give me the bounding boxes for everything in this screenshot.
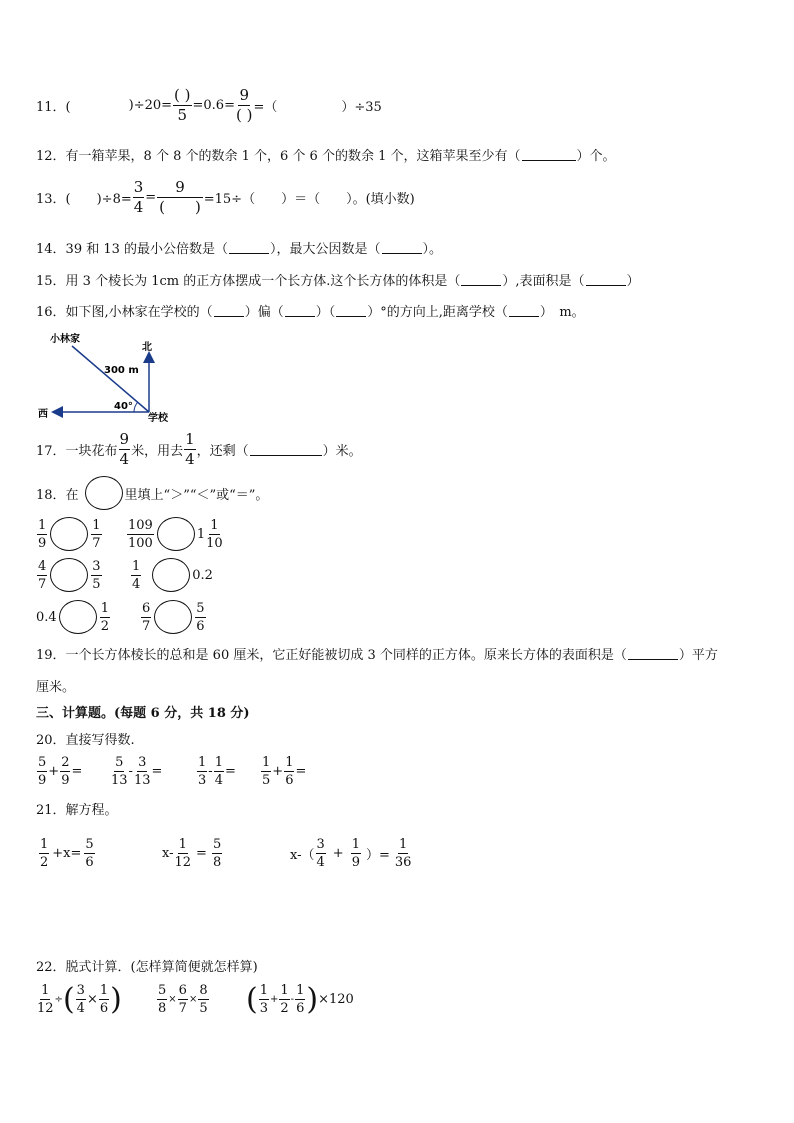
q21-equation-1 xyxy=(38,838,96,869)
operator: = xyxy=(295,764,307,779)
q19-text: ）平方 xyxy=(678,648,718,663)
fraction: $\frac{1}{2}$ xyxy=(100,600,109,634)
whole-number: 1 xyxy=(196,526,206,542)
q18-text: 18．在 xyxy=(36,487,79,503)
compare-item-4 xyxy=(130,558,213,592)
operator: × xyxy=(188,994,198,1005)
q17-text: ）米。 xyxy=(322,444,362,459)
question-11 xyxy=(36,88,382,123)
q21-equation-3 xyxy=(290,838,412,869)
fraction: $\frac{5}{8}$ xyxy=(212,837,222,870)
q16-text: ）（ xyxy=(315,305,336,320)
compare-oval[interactable] xyxy=(157,517,195,551)
decimal-value: 0.4 xyxy=(36,609,57,625)
operator: + xyxy=(270,994,279,1005)
compare-oval[interactable] xyxy=(152,558,190,592)
compare-item-3 xyxy=(36,558,103,592)
answer-blank[interactable] xyxy=(509,304,539,317)
q13-text: 13．( )÷8= xyxy=(36,192,132,207)
fraction: $\frac{3}{13}$ xyxy=(133,755,151,788)
operator: × xyxy=(86,992,98,1007)
fraction: $\frac{9}{4}$ xyxy=(119,430,130,468)
section-3-heading xyxy=(36,702,250,721)
equation-text: ）= xyxy=(365,848,390,863)
operator: + xyxy=(332,846,344,861)
section-title: 三、计算题。(每题 6 分，共 18 分) xyxy=(36,706,250,721)
operator: - xyxy=(208,764,213,779)
fraction: $\frac{( )}{5}$ xyxy=(174,86,191,124)
q15-text: ） xyxy=(626,274,640,289)
q19-text: 厘米。 xyxy=(36,680,76,695)
west-label: 西 xyxy=(38,409,48,420)
fraction: $\frac{9}{( )}$ xyxy=(159,178,201,216)
distance-label: 300 m xyxy=(104,365,139,376)
q17-text: 17．一块花布 xyxy=(36,444,118,459)
fraction: $\frac{6}{7}$ xyxy=(178,983,187,1016)
q20-expr-4 xyxy=(260,756,306,787)
q22-expr-2 xyxy=(156,984,210,1015)
compare-item-5 xyxy=(36,600,111,634)
operator: = xyxy=(151,764,163,779)
equation-text: x-（ xyxy=(290,848,315,863)
answer-blank[interactable] xyxy=(229,241,269,254)
fraction: $\frac{1}{12}$ xyxy=(37,983,54,1016)
fraction: $\frac{1}{6}$ xyxy=(99,983,109,1016)
operator: = xyxy=(224,764,236,779)
right-paren: ) xyxy=(110,981,122,1017)
q13-text: =15÷（ ）＝（ ）。(填小数) xyxy=(203,192,415,207)
angle-label: 40° xyxy=(114,401,133,412)
fraction: $\frac{1}{3}$ xyxy=(198,755,207,788)
question-19 xyxy=(36,644,718,663)
q20-text: 20．直接写得数. xyxy=(36,733,135,748)
fraction: $\frac{2}{9}$ xyxy=(61,755,70,788)
compare-oval[interactable] xyxy=(154,600,192,634)
compare-oval[interactable] xyxy=(50,558,88,592)
q21-equation-2 xyxy=(162,838,223,869)
q14-text: 14．39 和 13 的最小公倍数是（ xyxy=(36,242,229,257)
fraction: $\frac{1}{4}$ xyxy=(132,558,141,592)
compare-item-1 xyxy=(36,517,103,551)
fraction: $\frac{5}{6}$ xyxy=(85,837,94,870)
fraction: $\frac{4}{7}$ xyxy=(38,558,47,592)
fraction: $\frac{1}{36}$ xyxy=(394,837,412,870)
q16-text: ）偏（ xyxy=(244,305,284,320)
q12-text: ）个。 xyxy=(576,149,616,164)
fraction: $\frac{1}{7}$ xyxy=(92,517,101,551)
q11-text: 11．( xyxy=(36,100,71,115)
direction-diagram xyxy=(36,330,196,425)
answer-blank[interactable] xyxy=(336,304,366,317)
q20-expr-1 xyxy=(36,756,82,787)
q14-text: ）。 xyxy=(422,242,443,257)
equation-text: x- xyxy=(162,846,174,861)
question-16 xyxy=(36,301,585,320)
fraction: $\frac{1}{4}$ xyxy=(214,755,223,788)
operator: + xyxy=(272,764,284,779)
question-21-title xyxy=(36,799,118,818)
compare-item-6 xyxy=(140,600,207,634)
q22-text: 22．脱式计算．(怎样算简便就怎样算) xyxy=(36,960,258,975)
q11-text: )÷20= xyxy=(128,98,173,113)
question-18 xyxy=(36,476,268,510)
fraction: $\frac{109}{100}$ xyxy=(128,517,153,551)
right-paren: ) xyxy=(306,981,319,1017)
equation-text: +x= xyxy=(52,846,82,861)
fraction: $\frac{8}{5}$ xyxy=(199,983,208,1016)
fraction: $\frac{5}{13}$ xyxy=(111,755,128,788)
q16-text: 16．如下图,小林家在学校的（ xyxy=(36,305,213,320)
q15-text: ）,表面积是（ xyxy=(502,274,585,289)
question-20-title xyxy=(36,729,135,748)
compare-oval[interactable] xyxy=(59,600,97,634)
fraction: $\frac{1}{9}$ xyxy=(351,837,360,870)
operator: - xyxy=(128,764,133,779)
q17-text: ，还剩（ xyxy=(196,444,249,459)
answer-blank[interactable] xyxy=(628,647,678,660)
question-12 xyxy=(36,145,616,164)
operator: + xyxy=(48,764,60,779)
operator: - xyxy=(290,994,295,1005)
q20-expr-2 xyxy=(110,756,162,787)
q15-text: 15．用 3 个棱长为 1cm 的正方体摆成一个长方体.这个长方体的体积是（ xyxy=(36,274,461,289)
q17-text: 米，用去 xyxy=(131,444,184,459)
fraction: $\frac{9}{( )}$ xyxy=(235,86,253,124)
north-label: 北 xyxy=(142,342,152,353)
fraction: $\frac{3}{4}$ xyxy=(76,983,85,1016)
operator: × xyxy=(168,994,177,1005)
operator: ÷ xyxy=(54,994,63,1005)
q16-text: ） m。 xyxy=(539,305,585,320)
q20-expr-3 xyxy=(196,756,236,787)
answer-blank[interactable] xyxy=(250,443,322,456)
oval-icon xyxy=(85,476,123,510)
fraction: $\frac{1}{3}$ xyxy=(259,983,268,1016)
fraction: $\frac{1}{5}$ xyxy=(262,755,271,788)
equation-text: ×120 xyxy=(318,992,354,1007)
fraction: $\frac{1}{2}$ xyxy=(40,837,49,870)
operator: = xyxy=(71,764,83,779)
q22-expr-3 xyxy=(246,981,354,1017)
home-label: 小林家 xyxy=(50,334,80,345)
q11-text: =0.6= xyxy=(192,98,235,113)
q22-expr-1 xyxy=(36,981,122,1017)
fraction: $\frac{6}{7}$ xyxy=(142,600,151,634)
equation-text: = xyxy=(196,846,207,861)
fraction: $\frac{1}{6}$ xyxy=(296,983,305,1016)
answer-blank[interactable] xyxy=(382,241,422,254)
q16-text: ）°的方向上,距离学校（ xyxy=(367,305,508,320)
q14-text: ），最大公因数是（ xyxy=(270,242,381,257)
question-15 xyxy=(36,270,640,289)
question-14 xyxy=(36,238,442,257)
q12-text: 12．有一箱苹果，8 个 8 个的数余 1 个，6 个 6 个的数余 1 个，这箱苹果至少有（ xyxy=(36,149,521,164)
fraction: $\frac{1}{12}$ xyxy=(174,837,192,870)
fraction: $\frac{5}{8}$ xyxy=(158,983,167,1016)
q21-text: 21．解方程。 xyxy=(36,803,118,818)
fraction: $\frac{3}{4}$ xyxy=(316,837,325,870)
q19-text: 19．一个长方体棱长的总和是 60 厘米，它正好能被切成 3 个同样的正方体。原来长方体的表面积是（ xyxy=(36,648,627,663)
decimal-value: 0.2 xyxy=(192,567,213,583)
fraction: $\frac{5}{6}$ xyxy=(196,600,205,634)
answer-blank[interactable] xyxy=(214,304,244,317)
left-paren: ( xyxy=(62,981,75,1017)
left-paren: ( xyxy=(246,981,258,1017)
answer-blank[interactable] xyxy=(285,304,315,317)
question-19-cont xyxy=(36,676,75,695)
fraction: $\frac{1}{9}$ xyxy=(38,517,47,551)
q18-text: 里填上“＞”“＜”或“＝”。 xyxy=(124,487,269,503)
compare-oval[interactable] xyxy=(50,517,88,551)
fraction: $\frac{5}{9}$ xyxy=(38,755,47,788)
answer-blank[interactable] xyxy=(522,148,576,161)
fraction: $\frac{3}{5}$ xyxy=(92,558,101,592)
question-22-title xyxy=(36,956,258,975)
fraction: $\frac{1}{6}$ xyxy=(285,755,294,788)
fraction: $\frac{1}{10}$ xyxy=(206,517,223,551)
answer-blank[interactable] xyxy=(586,273,626,286)
q11-text: ）÷35 xyxy=(341,100,382,115)
answer-blank[interactable] xyxy=(461,273,501,286)
question-17 xyxy=(36,432,362,467)
compare-item-2 xyxy=(126,517,224,551)
question-13 xyxy=(36,180,415,215)
q13-text: = xyxy=(145,190,157,205)
school-label: 学校 xyxy=(148,413,168,424)
fraction: $\frac{3}{4}$ xyxy=(133,178,144,216)
route-line xyxy=(72,346,149,412)
q11-text: =（ xyxy=(253,100,278,115)
fraction: $\frac{1}{2}$ xyxy=(280,983,289,1016)
fraction: $\frac{1}{4}$ xyxy=(185,430,195,468)
